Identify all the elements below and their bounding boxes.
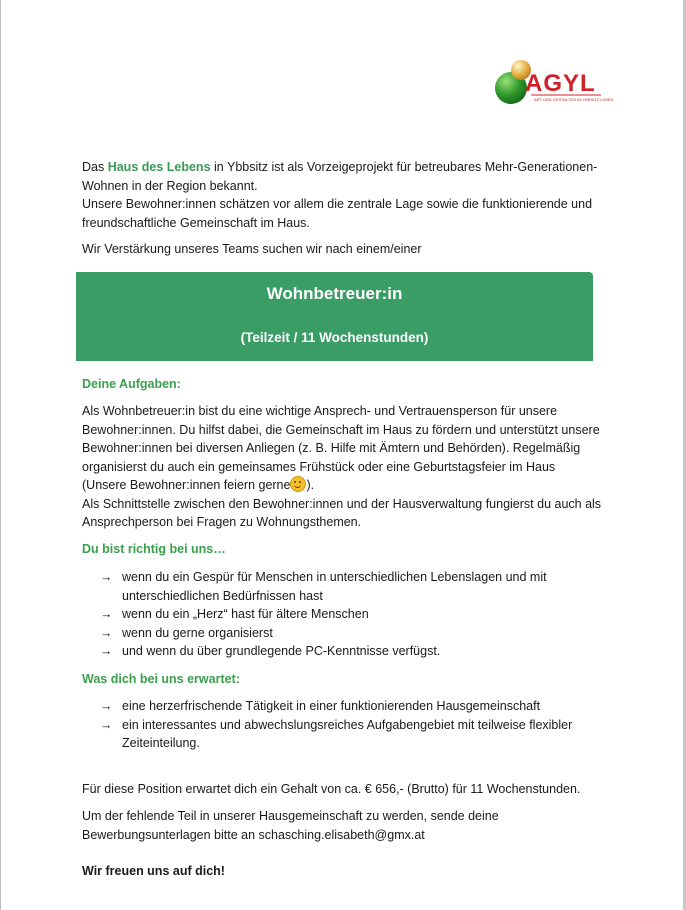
arrow-icon: →	[100, 625, 113, 640]
closing-text: Wir freuen uns auf dich!	[82, 864, 225, 878]
job-hours: (Teilzeit / 11 Wochenstunden)	[240, 330, 429, 345]
expect-list	[100, 697, 600, 753]
expect-heading: Was dich bei uns erwartet:	[82, 672, 240, 686]
apply-text: Um der fehlende Teil in unserer Hausgemeinschaft zu werden, sende deine Bewerbungsunterlagen bitte an schasching.elisabeth@gmx.at	[82, 809, 499, 842]
list-item: → ein interessantes und abwechslungsreiches Aufgabengebiet mit teilweise flexibler Zeiteinteilung.	[100, 717, 573, 750]
tasks-heading: Deine Aufgaben:	[82, 377, 181, 391]
fit-heading: Du bist richtig bei uns…	[82, 542, 226, 556]
list-item: → eine herzerfrischende Tätigkeit in einer funktionierenden Hausgemeinschaft	[100, 697, 600, 716]
salary-text: Für diese Position erwartet dich ein Gehalt von ca. € 656,- (Brutto) für 11 Wochenstunden.	[82, 782, 581, 796]
intro-search-text: Wir Verstärkung unseres Teams suchen wir nach einem/einer	[82, 242, 422, 256]
fit-list	[100, 568, 600, 661]
arrow-icon: →	[100, 570, 113, 584]
arrow-icon: →	[100, 644, 113, 658]
job-title: Wohnbetreuer:in	[266, 284, 403, 303]
tasks-paragraph: Als Wohnbetreuer:in bist du eine wichtige Ansprech- und Vertrauensperson für unsere Bewohner:innen. Du hilfst dabei, die Gemeinschaft im Haus zu fördern und unterstützt unsere Bewohner:innen bei diversen Anliegen (z. B. Hilfe mit Ämtern und Behörden). Regelmäßig organisierst du auch ein gemeinsames Frühstück oder eine Geburtstagsfeier im Haus (Unsere Bewohner:innen feiern gerne ). Als Schnittstelle zwischen den Bewohner:innen und der Hausverwaltung fungierst du auch als Ansprechperson bei Fragen zu Wohnungsthemen.	[82, 404, 602, 529]
page-border	[0, 0, 1, 910]
list-item: → wenn du ein Gespür für Menschen in unterschiedlichen Lebenslagen und mit unterschiedlichen Bedürfnissen hast	[100, 570, 547, 603]
logo-wordmark: AGYL	[525, 70, 596, 97]
arrow-icon: →	[100, 607, 113, 621]
logo-tagline: ART UND GESTALTEN IM YBBSITZ LEBEN	[534, 97, 614, 102]
intro-paragraph: Das Haus des Lebens in Ybbsitz ist als Vorzeigeprojekt für betreubares Mehr-Generationen-Wohnen in der Region bekannt. Unsere Bewohner:innen schätzen vor allem die zentrale Lage sowie die funktionierende und freundschaftliche Gemeinschaft im Haus.	[82, 160, 598, 230]
arrow-icon: →	[100, 699, 113, 713]
job-title-banner	[76, 272, 593, 361]
house-name: Haus des Lebens	[107, 160, 211, 174]
arrow-icon: →	[100, 717, 113, 732]
list-item: → und wenn du über grundlegende PC-Kenntnisse verfügst.	[100, 642, 600, 661]
intro-residents-text: Unsere Bewohner:innen schätzen vor allem die zentrale Lage sowie die funktionierende und freundschaftliche Gemeinschaft im Haus.	[82, 197, 593, 230]
list-item: → wenn du ein „Herz“ hast für ältere Menschen	[100, 605, 600, 624]
list-item: → wenn du gerne organisierst	[100, 624, 600, 643]
smiley-icon	[290, 476, 306, 492]
